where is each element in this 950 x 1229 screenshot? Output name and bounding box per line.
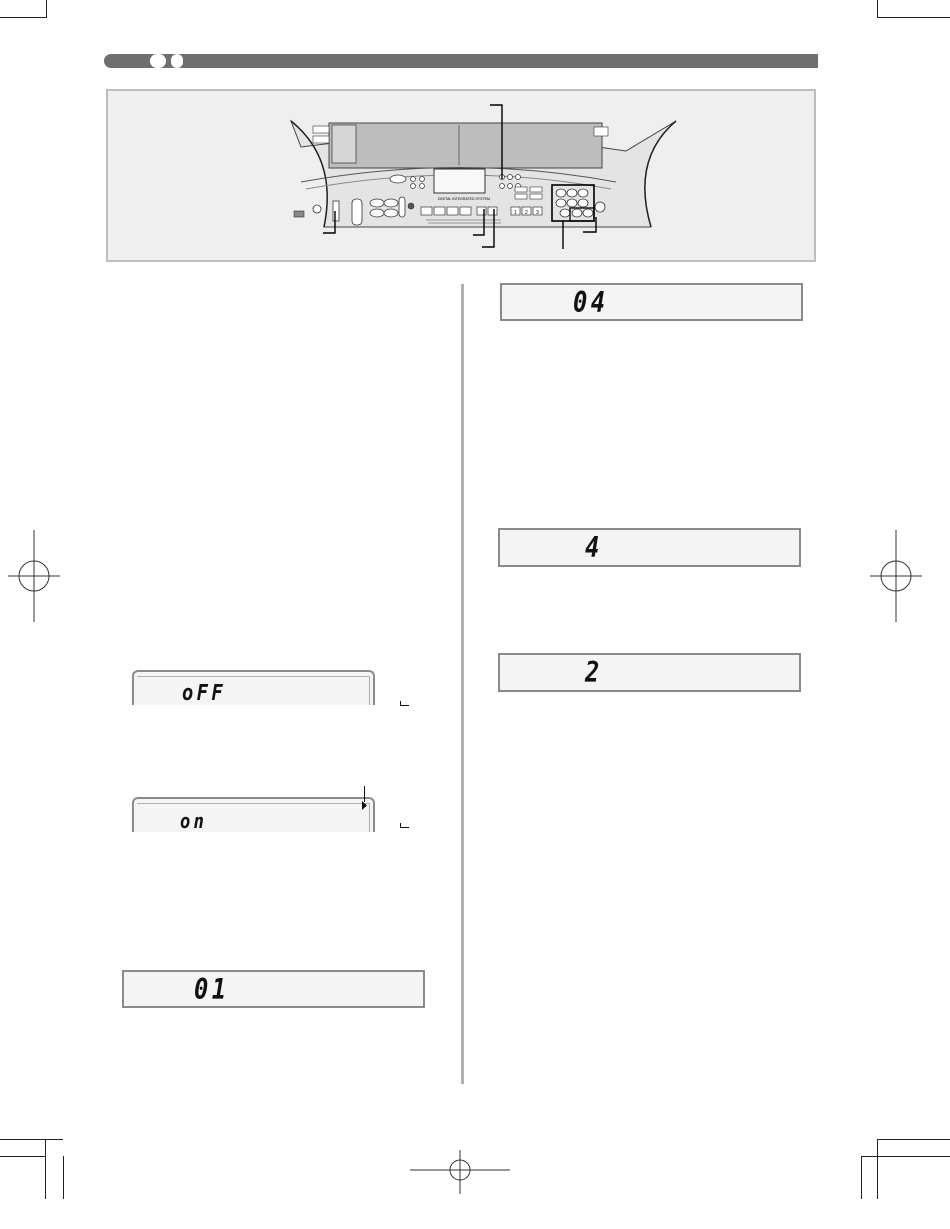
crop-mark	[0, 1156, 46, 1157]
pad-key-1: 1	[514, 210, 517, 216]
crop-mark	[877, 1139, 950, 1140]
lcd-value-04: 04	[573, 286, 609, 319]
lcd-side-line	[369, 803, 370, 832]
lcd-value-2: 2	[585, 656, 603, 689]
crop-mark	[45, 1139, 46, 1199]
header-notch	[150, 54, 166, 68]
lcd-inner-line	[137, 803, 369, 804]
crop-mark	[63, 1156, 64, 1199]
lcd-value-on: on	[180, 809, 208, 833]
crop-mark	[877, 17, 950, 18]
registration-mark-bottom	[410, 1150, 510, 1194]
lcd-caption: DIGITAL INTEGRATED SYSTEM	[438, 197, 490, 201]
column-divider	[461, 284, 464, 1084]
crop-mark	[46, 0, 47, 18]
crop-mark	[861, 1156, 862, 1199]
crop-mark	[877, 0, 878, 18]
lcd-display-2	[498, 653, 801, 692]
lcd-side-line	[369, 676, 370, 705]
crop-mark	[0, 17, 46, 18]
corner-tick	[400, 823, 409, 828]
lcd-display-04	[500, 283, 803, 321]
crop-mark	[861, 1156, 950, 1157]
crop-mark	[877, 1139, 878, 1199]
lcd-display-01	[122, 970, 425, 1008]
lcd-value-01: 01	[194, 973, 230, 1006]
lcd-inner-line	[137, 676, 369, 677]
keyboard-illustration	[106, 89, 816, 262]
registration-mark-right	[870, 530, 922, 622]
registration-mark-left	[8, 530, 60, 622]
indicator-arrow-icon	[361, 801, 368, 810]
corner-tick	[400, 701, 409, 706]
lcd-value-off: oFF	[182, 681, 226, 706]
pad-key-3: 3	[536, 210, 539, 216]
crop-mark	[0, 1139, 63, 1140]
lcd-display-4	[498, 528, 801, 567]
section-header-bar	[104, 54, 818, 68]
indicator-pointer-line	[364, 786, 365, 802]
header-notch	[171, 54, 183, 68]
pad-key-2: 2	[525, 210, 528, 216]
lcd-value-4: 4	[585, 531, 603, 564]
